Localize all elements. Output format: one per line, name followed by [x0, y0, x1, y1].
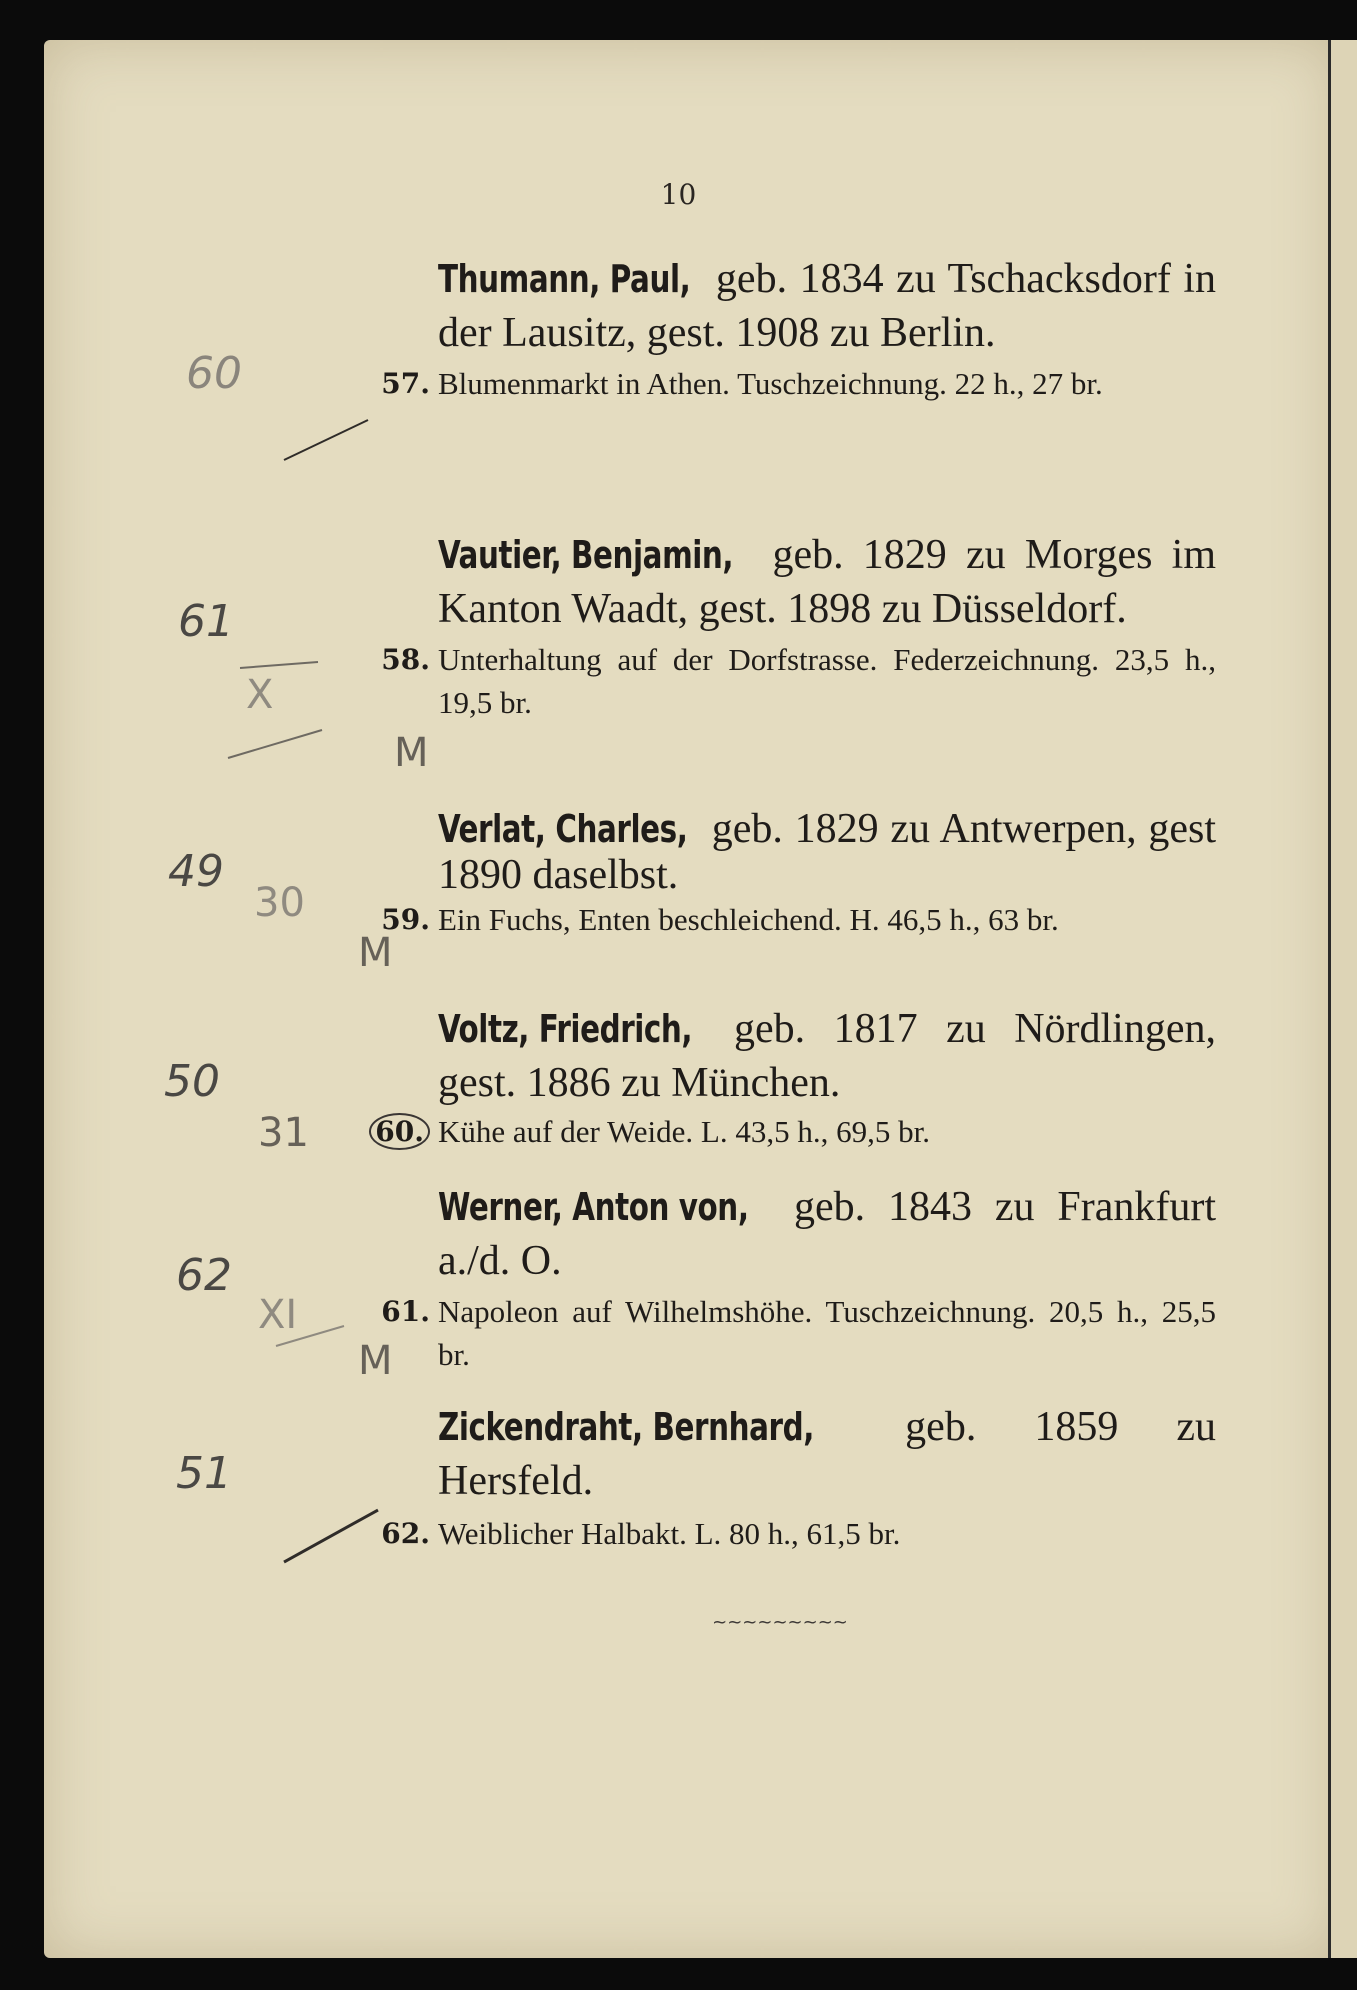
artist-bio: geb. 1829 zu Morges im Kanton Waadt, gest. 1898 zu Düsseldorf. [438, 532, 1216, 632]
ornamental-divider: ~~~~~~~~~ [712, 1612, 848, 1633]
handwritten-annotation: M [358, 1338, 393, 1384]
artist-bio: geb. 1829 zu Antwerpen, gest 1890 daselbst. [438, 806, 1216, 898]
handwritten-annotation: M [358, 930, 393, 976]
artist-name: Verlat, Charles, [438, 807, 688, 851]
artist-bio: geb. 1834 zu Tschacksdorf in der Lausitz, gest. 1908 zu Berlin. [438, 256, 1216, 356]
handwritten-annotation: 49 [168, 846, 224, 897]
handwritten-annotation: X [246, 672, 274, 718]
item-description: Blumenmarkt in Athen. Tuschzeichnung. 22 h., 27 br. [438, 366, 1103, 401]
item-description: Unterhaltung auf der Dorfstrasse. Federzeichnung. 23,5 h., 19,5 br. [438, 642, 1216, 720]
item-description: Weiblicher Halbakt. L. 80 h., 61,5 br. [438, 1516, 901, 1551]
circled-number: 60. [369, 1113, 430, 1150]
handwritten-annotation: 30 [254, 880, 305, 926]
artist-name: Thumann, Paul, [438, 257, 691, 301]
item-number: 61. [381, 1295, 430, 1328]
artist-bio: geb. 1859 zu Hersfeld. [438, 1404, 1216, 1504]
underline-stroke [240, 662, 318, 668]
artist-bio: geb. 1817 zu Nördlingen, gest. 1886 zu München. [438, 1006, 1216, 1106]
handwritten-annotation: 61 [178, 596, 234, 647]
check-mark-stroke [284, 420, 368, 460]
item-number: 57. [381, 367, 430, 400]
artist-name: Werner, Anton von, [438, 1185, 749, 1229]
artist-name: Zickendraht, Bernhard, [438, 1405, 814, 1449]
underline-stroke [228, 730, 322, 758]
item-number: 59. [381, 903, 430, 936]
artist-name: Voltz, Friedrich, [438, 1007, 693, 1051]
page-number: 10 [660, 178, 697, 211]
handwritten-annotation: 62 [176, 1250, 232, 1301]
handwritten-annotation: 60 [186, 348, 242, 399]
item-description: Napoleon auf Wilhelmshöhe. Tuschzeichnung. 20,5 h., 25,5 br. [438, 1294, 1216, 1372]
handwritten-annotation: M [394, 730, 429, 776]
handwritten-annotation: 31 [258, 1110, 309, 1156]
handwritten-annotation: 51 [176, 1448, 232, 1499]
handwritten-annotation: XI [258, 1292, 298, 1338]
item-number: 62. [381, 1517, 430, 1550]
underline-stroke [276, 1326, 344, 1346]
item-number: 58. [381, 643, 430, 676]
check-mark-stroke [284, 1510, 378, 1562]
artist-bio: geb. 1843 zu Frankfurt a./d. O. [438, 1184, 1216, 1284]
handwritten-annotation: 50 [164, 1056, 220, 1107]
item-description: Kühe auf der Weide. L. 43,5 h., 69,5 br. [438, 1114, 930, 1149]
item-description: Ein Fuchs, Enten beschleichend. H. 46,5 h., 63 br. [438, 902, 1059, 937]
artist-name: Vautier, Benjamin, [438, 533, 734, 577]
